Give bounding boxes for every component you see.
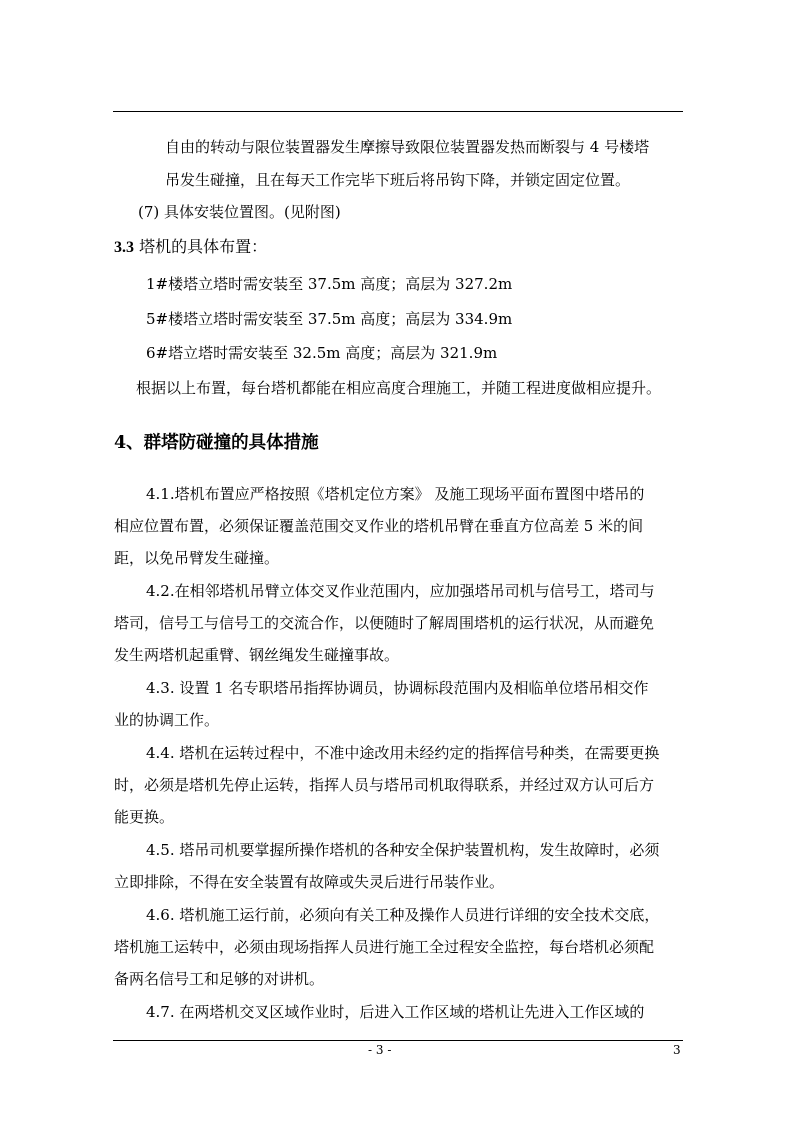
section-number: 3.3 bbox=[114, 239, 134, 256]
footer-page-label: - 3 - bbox=[368, 1043, 392, 1057]
text-line: 自由的转动与限位装置器发生摩擦导致限位装置器发热而断裂与 4 号楼塔 bbox=[165, 138, 650, 156]
measure-line: 4.6. 塔机施工运行前，必须向有关工种及操作人员进行详细的安全技术交底， bbox=[146, 906, 660, 924]
measure-line: 立即排除，不得在安全装置有故障或失灵后进行吊装作业。 bbox=[114, 873, 505, 891]
list-item-7: (7) 具体安装位置图。(见附图) bbox=[138, 203, 341, 221]
section-3-3-heading bbox=[114, 237, 267, 258]
measure-line: 4.1.塔机布置应严格按照《塔机定位方案》 及施工现场平面布置图中塔吊的 bbox=[146, 485, 645, 503]
layout-line: 1#楼塔立塔时需安装至 37.5m 高度；高层为 327.2m bbox=[146, 275, 513, 293]
text-line: 吊发生碰撞，且在每天工作完毕下班后将吊钩下降，并锁定固定位置。 bbox=[165, 171, 631, 189]
measure-line: 发生两塔机起重臂、钢丝绳发生碰撞事故。 bbox=[114, 646, 400, 664]
footer-rule bbox=[113, 1040, 683, 1041]
measure-line: 4.3. 设置 1 名专职塔吊指挥协调员，协调标段范围内及相临单位塔吊相交作 bbox=[146, 679, 649, 697]
measure-line: 距，以免吊臂发生碰撞。 bbox=[114, 549, 280, 567]
measure-line: 塔司，信号工与信号工的交流合作，以便随时了解周围塔机的运行状况，从而避免 bbox=[114, 614, 655, 632]
measure-line: 4.5. 塔吊司机要掌握所操作塔机的各种安全保护装置机构，发生故障时，必须 bbox=[146, 841, 660, 859]
section-4-heading: 4、群塔防碰撞的具体措施 bbox=[114, 433, 319, 453]
header-rule bbox=[113, 111, 683, 112]
measure-line: 相应位置布置，必须保证覆盖范围交叉作业的塔机吊臂在垂直方位高差 5 米的间 bbox=[114, 517, 644, 535]
measure-line: 能更换。 bbox=[114, 808, 175, 826]
layout-line: 6#塔立塔时需安装至 32.5m 高度；高层为 321.9m bbox=[146, 344, 498, 362]
layout-line: 5#楼塔立塔时需安装至 37.5m 高度；高层为 334.9m bbox=[146, 310, 513, 328]
measure-line: 备两名信号工和足够的对讲机。 bbox=[114, 970, 325, 988]
measure-line: 4.7. 在两塔机交叉区域作业时，后进入工作区域的塔机让先进入工作区域的 bbox=[146, 1003, 645, 1021]
footer-page-number: 3 bbox=[673, 1043, 681, 1057]
measure-line: 4.4. 塔机在运转过程中，不准中途改用未经约定的指挥信号种类，在需要更换 bbox=[146, 744, 660, 762]
section-title: 塔机的具体布置： bbox=[139, 237, 268, 256]
measure-line: 塔机施工运转中，必须由现场指挥人员进行施工全过程安全监控，每台塔机必须配 bbox=[114, 938, 655, 956]
measure-line: 4.2.在相邻塔机吊臂立体交叉作业范围内，应加强塔吊司机与信号工，塔司与 bbox=[146, 582, 655, 600]
measure-line: 时，必须是塔机先停止运转，指挥人员与塔吊司机取得联系，并经过双方认可后方 bbox=[114, 776, 655, 794]
measure-line: 业的协调工作。 bbox=[114, 711, 220, 729]
layout-summary: 根据以上布置，每台塔机都能在相应高度合理施工，并随工程进度做相应提升。 bbox=[136, 379, 662, 397]
